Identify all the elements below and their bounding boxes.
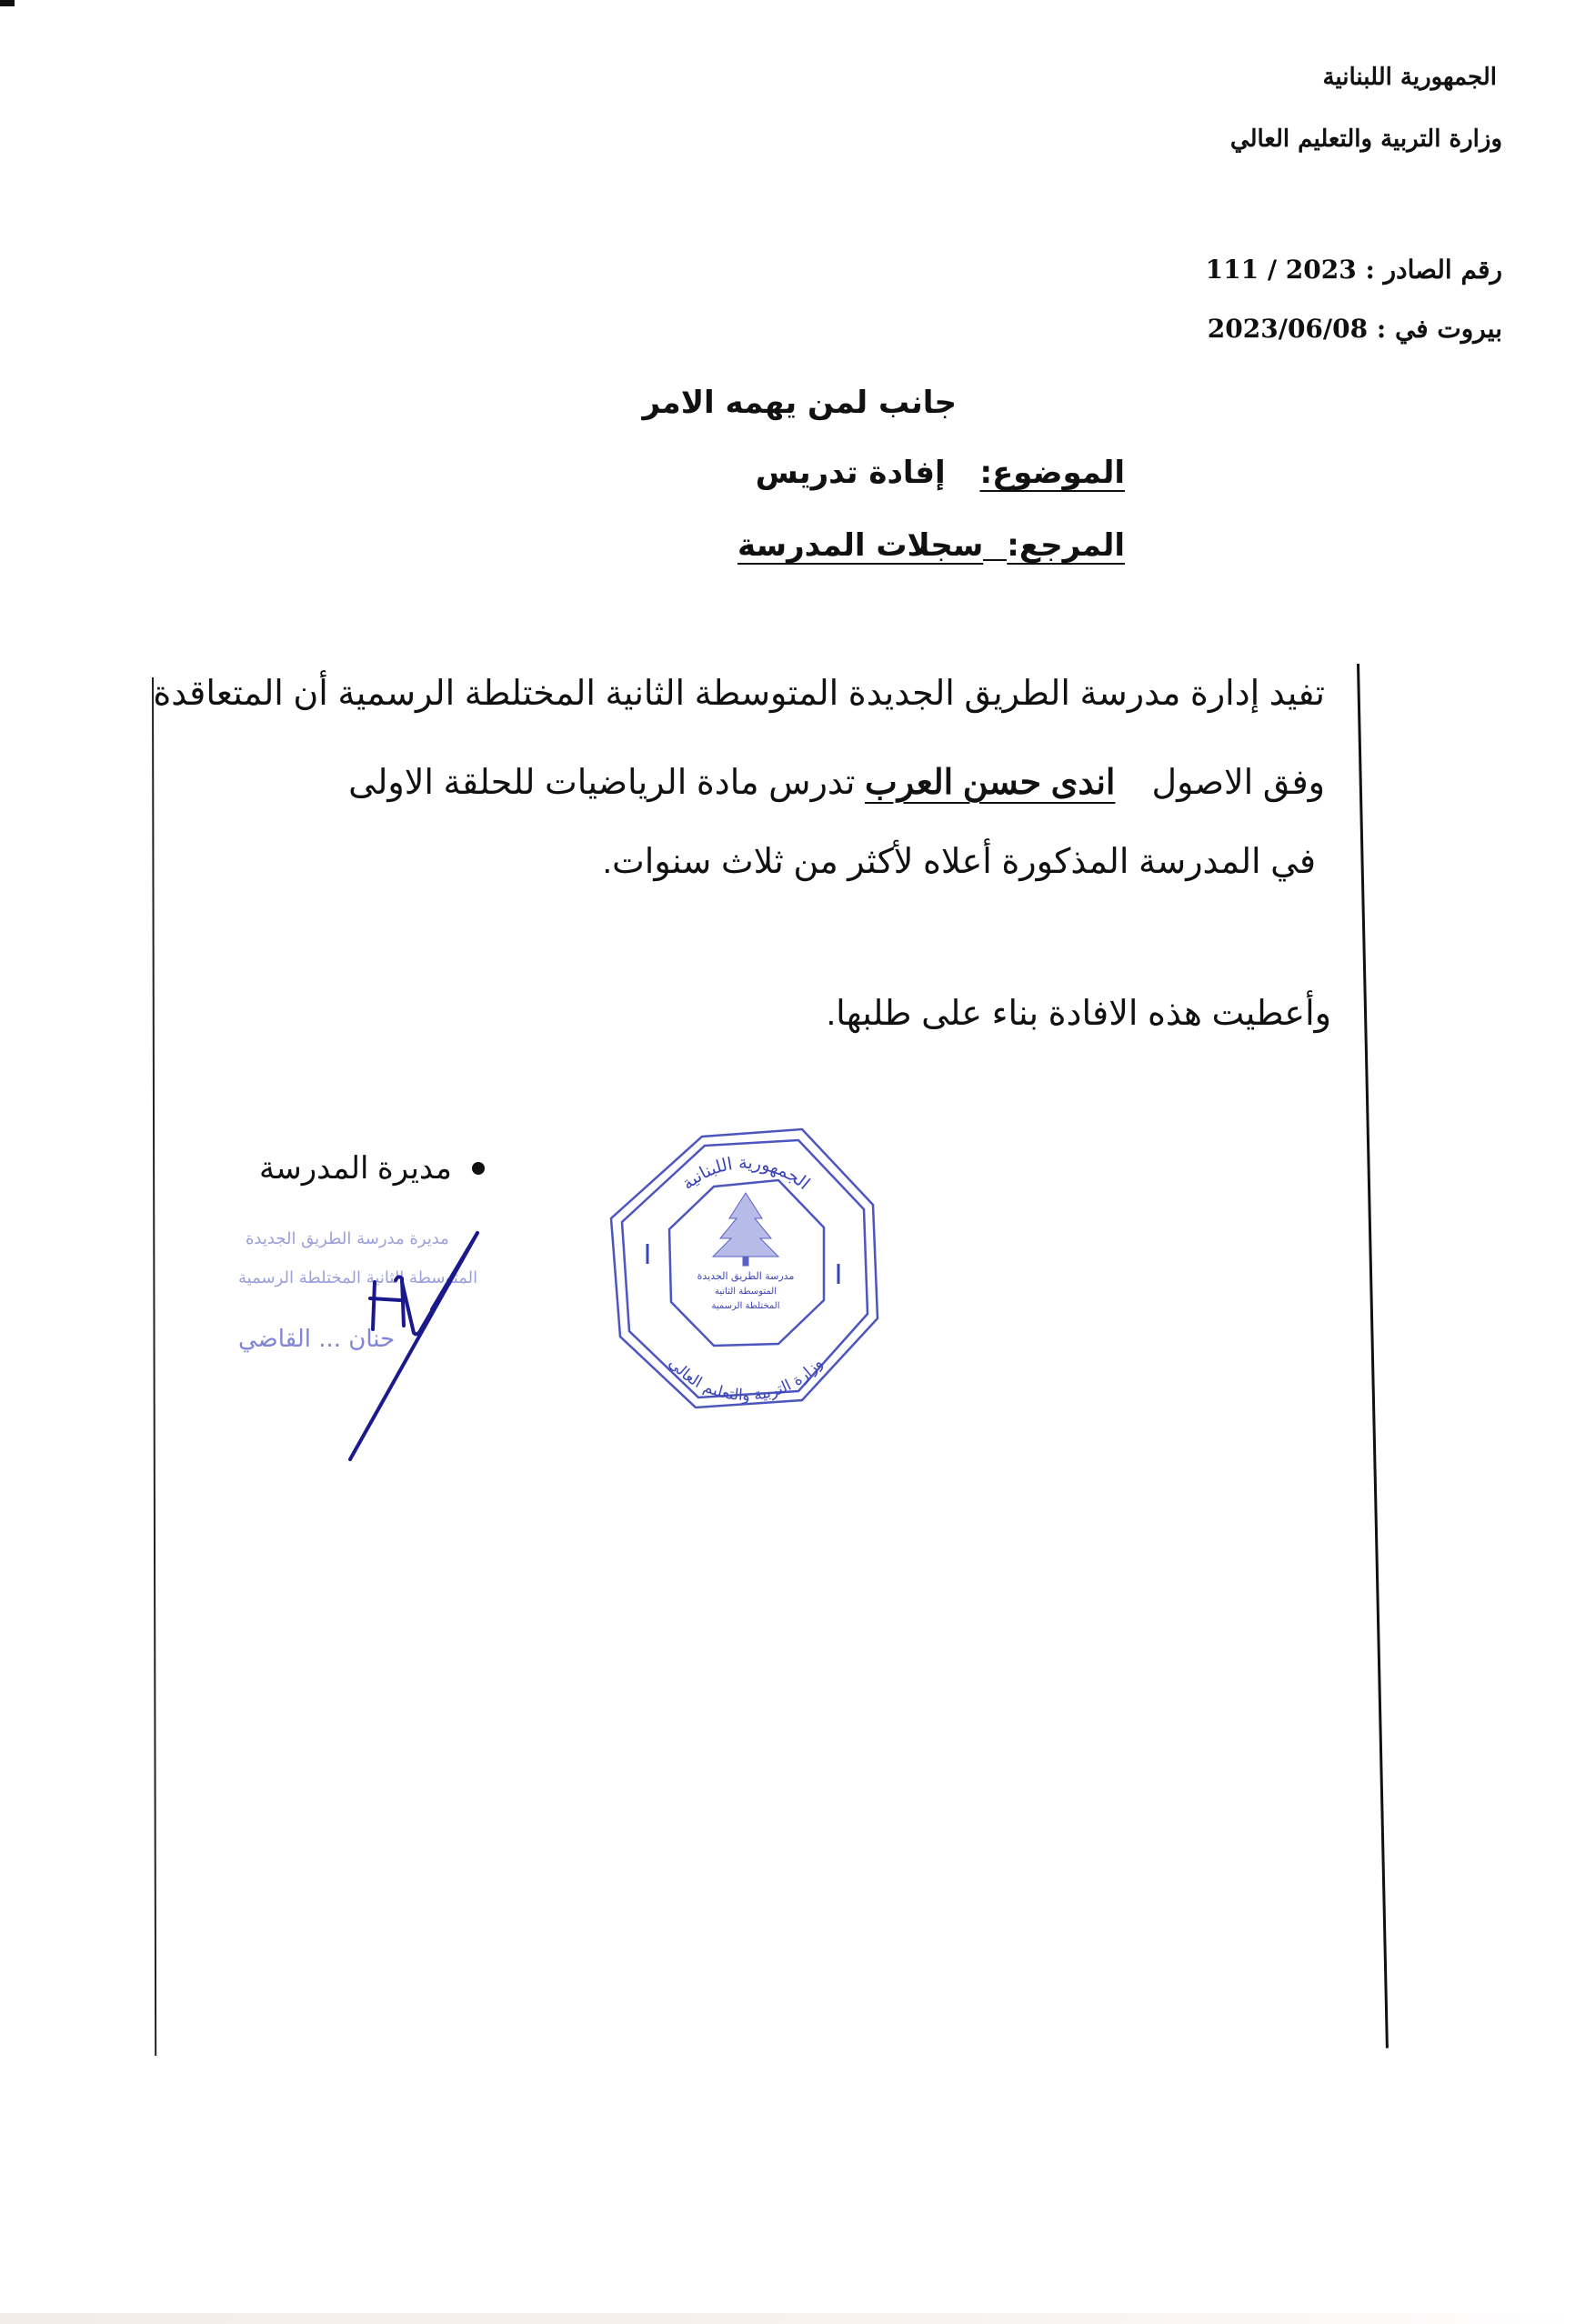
addressee-line: جانب لمن يهمه الامر — [642, 385, 957, 421]
body-line-2-suffix: تدرس مادة الرياضيات للحلقة الاولى — [348, 764, 856, 802]
frame-line-left — [152, 677, 156, 2056]
body-line-3: في المدرسة المذكورة أعلاه لأكثر من ثلاث سنوات. — [602, 843, 1316, 881]
stamp-inner-line-2: المتوسطة الثانية — [715, 1287, 777, 1297]
cedar-tree-icon — [713, 1193, 778, 1266]
director-stamp-line-1: مديرة مدرسة الطريق الجديدة — [246, 1229, 449, 1248]
subject-label: الموضوع: — [979, 455, 1125, 491]
teacher-name: اندى حسن العرب — [865, 764, 1116, 802]
director-stamp-line-3: حنان ... القاضي — [238, 1326, 396, 1353]
stamp-outer-bottom-text: وزارة التربية والتعليم العالي — [665, 1354, 827, 1405]
stamp-middle-octagon — [622, 1140, 868, 1397]
frame-line-right — [1357, 664, 1389, 2049]
scan-edge-band — [0, 2313, 1575, 2324]
reference-row — [737, 527, 1125, 564]
director-title — [259, 1150, 485, 1187]
issue-date-value: 2023/06/08 — [1207, 314, 1369, 344]
reference-label: المرجع: — [1007, 527, 1125, 564]
scan-corner-mark — [0, 0, 15, 6]
closing-line: وأعطيت هذه الافادة بناء على طلبها. — [826, 995, 1331, 1033]
bullet-icon — [472, 1162, 485, 1175]
body-line-1: تفيد إدارة مدرسة الطريق الجديدة المتوسطة الثانية المختلطة الرسمية أن المتعاقدة — [153, 675, 1325, 713]
outgoing-number-value: 111 / 2023 — [1205, 255, 1357, 285]
director-title-text: مديرة المدرسة — [259, 1151, 452, 1186]
signature-h-bar — [370, 1298, 400, 1300]
issue-date — [1208, 314, 1502, 344]
reference-value: سجلات المدرسة — [737, 527, 984, 564]
ministry-header: وزارة التربية والتعليم العالي — [1229, 125, 1502, 153]
stamp-inner-line-3: المختلطة الرسمية — [711, 1301, 780, 1311]
subject-row — [756, 455, 1125, 491]
official-stamp — [600, 1127, 891, 1427]
issue-date-label: بيروت في : — [1376, 314, 1502, 344]
stamp-inner-line-1: مدرسة الطريق الجديدة — [697, 1270, 795, 1282]
body-line-2 — [348, 762, 1325, 803]
republic-header: الجمهورية اللبنانية — [1322, 64, 1497, 91]
outgoing-number — [1206, 255, 1502, 285]
director-stamp-line-2: المتوسطة الثانية المختلطة الرسمية — [238, 1268, 478, 1287]
outgoing-number-label: رقم الصادر : — [1365, 255, 1502, 285]
body-line-2-prefix: وفق الاصول — [1151, 764, 1325, 802]
stamp-outer-top-text: الجمهورية اللبنانية — [677, 1152, 814, 1195]
signature-h-left-stroke — [373, 1282, 375, 1329]
subject-value: إفادة تدريس — [755, 455, 946, 491]
